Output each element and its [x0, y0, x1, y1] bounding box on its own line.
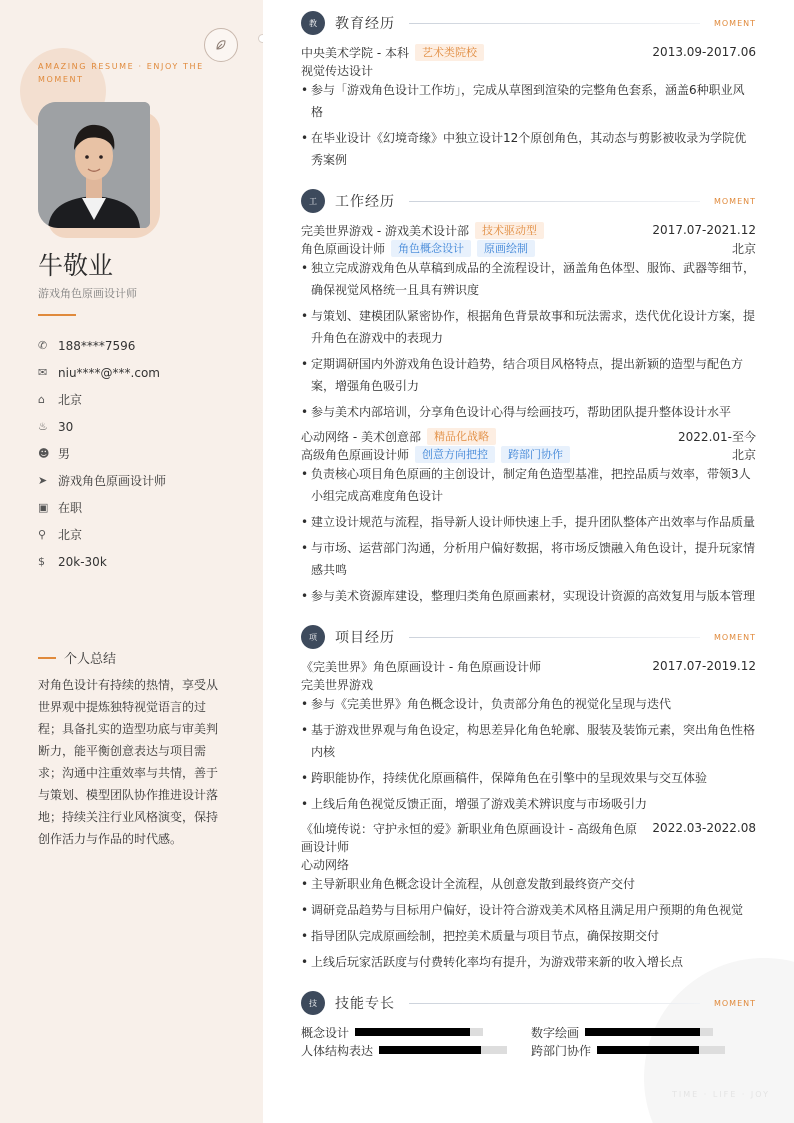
job-role-row: [301, 445, 756, 463]
skill-name: 概念设计: [301, 1025, 350, 1040]
info-status: [38, 494, 166, 521]
section-divider: [409, 637, 700, 638]
job-role-row: [301, 239, 756, 257]
location-icon: ⚲: [38, 528, 47, 541]
section-projects-header: [301, 625, 756, 649]
section-badge: 技: [301, 991, 325, 1015]
skill-bar-fill: [355, 1028, 470, 1036]
project-org: 心动网络: [301, 857, 350, 872]
section-divider: [409, 23, 700, 24]
school-name: 中央美术学院 - 本科: [301, 45, 409, 60]
job-company: 完美世界游戏 - 游戏美术设计部: [301, 223, 469, 238]
school-tag: 艺术类院校: [415, 44, 484, 61]
section-badge: 工: [301, 189, 325, 213]
education-major-row: [301, 61, 756, 79]
info-status-text: 在职: [58, 501, 83, 515]
section-skills-header: [301, 991, 756, 1015]
info-email-text: niu****@***.com: [58, 365, 160, 380]
info-residence-text: 北京: [58, 393, 83, 407]
list-item: • 调研竞品趋势与目标用户偏好，设计符合游戏美术风格且满足用户预期的角色视觉: [301, 899, 756, 921]
info-target-city-text: 北京: [58, 528, 83, 542]
send-icon: ➤: [38, 474, 48, 487]
home-icon: ⌂: [38, 393, 45, 406]
section-title: 工作经历: [335, 194, 395, 210]
info-age-text: 30: [58, 419, 74, 434]
job-role: 高级角色原画设计师: [301, 447, 410, 462]
candidate-name: 牛敬业: [38, 251, 114, 280]
list-item: • 与策划、建模团队紧密协作，根据角色背景故事和玩法需求，迭代优化设计方案，提升角色在游戏中的表现力: [301, 305, 756, 349]
skill-bar: [355, 1028, 483, 1036]
info-gender: [38, 440, 166, 467]
list-item: • 主导新职业角色概念设计全流程，从创意发散到最终资产交付: [301, 873, 756, 895]
list-item: • 负责核心项目角色原画的主创设计，制定角色造型基准，把控品质与效率，带领3人小组完成高难度角色设计: [301, 463, 756, 507]
section-moment-label: MOMENT: [713, 632, 756, 642]
list-item: • 在毕业设计《幻境奇缘》中独立设计12个原创角色，其动态与剪影被收录为学院优秀案例: [301, 127, 756, 171]
list-item: • 参与《完美世界》角色概念设计，负责部分角色的视觉化呈现与迭代: [301, 693, 756, 715]
section-badge: 项: [301, 625, 325, 649]
skill-item: [301, 1041, 507, 1059]
info-target-city: [38, 521, 166, 548]
list-item: • 参与「游戏角色设计工作坊」，完成从草图到渲染的完整角色套系，涵盖6种职业风格: [301, 79, 756, 123]
resume-tagline: AMAZING RESUME · ENJOY THE MOMENT: [38, 62, 204, 84]
section-title: 教育经历: [335, 16, 395, 32]
skill-bar: [597, 1046, 725, 1054]
footer-watermark: TIME · LIFE · JOY: [672, 1090, 771, 1099]
info-residence: [38, 386, 166, 413]
list-item: • 独立完成游戏角色从草稿到成品的全流程设计，涵盖角色体型、服饰、武器等细节，确保视觉风格统一且具有辨识度: [301, 257, 756, 301]
skill-bar: [379, 1046, 507, 1054]
section-title: 项目经历: [335, 630, 395, 646]
summary-text: 对角色设计有持续的热情，享受从世界观中提炼独特视觉语言的过程；具备扎实的造型功底与审美判断力，能平衡创意表达与项目需求；沟通中注重效率与共情，善于与策划、模型团队协作推进设计落地；持续关注行业风格演变，保持创作活力与作品的时代感。: [38, 678, 219, 846]
job-city: 北京: [731, 447, 756, 462]
list-item: • 上线后玩家活跃度与付费转化率均有提升，为游戏带来新的收入增长点: [301, 951, 756, 973]
project-date: 2017.07-2019.12: [652, 659, 756, 673]
leaf-icon: [204, 28, 238, 62]
job-date: 2017.07-2021.12: [652, 223, 756, 237]
job-date: 2022.01-至今: [678, 429, 756, 444]
face-icon: ☻: [38, 447, 50, 460]
info-email: [38, 359, 166, 386]
phone-icon: ✆: [38, 339, 48, 352]
list-item: • 与市场、运营部门沟通，分析用户偏好数据，将市场反馈融入角色设计，提升玩家情感共鸣: [301, 537, 756, 581]
section-moment-label: MOMENT: [713, 196, 756, 206]
list-item: • 跨职能协作，持续优化原画稿件，保障角色在引擎中的呈现效果与交互体验: [301, 767, 756, 789]
info-phone: [38, 332, 166, 359]
summary-title: 个人总结: [64, 652, 117, 667]
info-salary-text: 20k-30k: [58, 554, 107, 569]
skill-item: [531, 1023, 713, 1041]
project-name: 《仙境传说：守护永恒的爱》新职业角色原画设计 - 高级角色原: [301, 821, 637, 836]
section-moment-label: MOMENT: [713, 998, 756, 1008]
company-tag: 技术驱动型: [475, 222, 544, 239]
decorative-dot: [258, 34, 263, 43]
section-education-header: [301, 11, 756, 35]
skill-tag: 跨部门协作: [501, 446, 570, 463]
skill-tag: 原画绘制: [477, 240, 535, 257]
cake-icon: ♨: [38, 420, 48, 433]
info-phone-text: 188****7596: [58, 338, 136, 353]
job-header-row: [301, 221, 756, 239]
section-title: 技能专长: [335, 996, 395, 1012]
project-name-continued-row: [301, 837, 756, 855]
briefcase-icon: ▣: [38, 501, 49, 514]
skill-tag: 创意方向把控: [415, 446, 495, 463]
job-company: 心动网络 - 美术创意部: [301, 429, 421, 444]
job-role: 角色原画设计师: [301, 241, 386, 256]
info-target-job-text: 游戏角色原画设计师: [58, 474, 167, 488]
section-divider: [409, 201, 700, 202]
job-city: 北京: [731, 241, 756, 256]
project-org-row: [301, 675, 756, 693]
education-date: 2013.09-2017.06: [652, 45, 756, 59]
sidebar: [0, 0, 263, 1123]
list-item: • 定期调研国内外游戏角色设计趋势，结合项目风格特点，提出新颖的造型与配色方案，增强角色吸引力: [301, 353, 756, 397]
info-gender-text: 男: [58, 447, 71, 461]
project-name: 《完美世界》角色原画设计 - 角色原画设计师: [301, 659, 541, 674]
skill-tag: 角色概念设计: [391, 240, 471, 257]
money-icon: $: [38, 555, 45, 568]
section-badge: 教: [301, 11, 325, 35]
skill-name: 跨部门协作: [531, 1043, 592, 1058]
project-header-row: [301, 657, 756, 675]
skill-name: 数字绘画: [531, 1025, 580, 1040]
job-header-row: [301, 427, 756, 445]
list-item: • 指导团队完成原画绘制，把控美术质量与项目节点，确保按期交付: [301, 925, 756, 947]
info-salary: [38, 548, 166, 575]
project-header-row: [301, 819, 756, 837]
mail-icon: ✉: [38, 366, 48, 379]
skill-bar-fill: [379, 1046, 481, 1054]
candidate-title: 游戏角色原画设计师: [38, 287, 137, 300]
skill-bar: [585, 1028, 713, 1036]
summary-heading: [38, 648, 116, 667]
list-item: • 建立设计规范与流程，指导新人设计师快速上手，提升团队整体产出效率与作品质量: [301, 511, 756, 533]
section-divider: [409, 1003, 700, 1004]
skill-name: 人体结构表达: [301, 1043, 374, 1058]
education-row: [301, 43, 756, 61]
list-item: • 参与美术资源库建设，整理归类角色原画素材，实现设计资源的高效复用与版本管理: [301, 585, 756, 607]
contact-info-list: [38, 332, 166, 575]
info-age: [38, 413, 166, 440]
list-item: • 基于游戏世界观与角色设定，构思差异化角色轮廓、服装及装饰元素，突出角色性格内核: [301, 719, 756, 763]
section-work-header: [301, 189, 756, 213]
project-name-continued: 画设计师: [301, 839, 350, 854]
education-major: 视觉传达设计: [301, 63, 374, 78]
skill-bar-fill: [585, 1028, 700, 1036]
project-org: 完美世界游戏: [301, 677, 374, 692]
summary-accent-bar: [38, 657, 56, 659]
skill-item: [531, 1041, 725, 1059]
skill-bar-fill: [597, 1046, 699, 1054]
accent-divider: [38, 314, 76, 316]
company-tag: 精品化战略: [427, 428, 496, 445]
section-moment-label: MOMENT: [713, 18, 756, 28]
skill-item: [301, 1023, 483, 1041]
project-org-row: [301, 855, 756, 873]
list-item: • 上线后角色视觉反馈正面，增强了游戏美术辨识度与市场吸引力: [301, 793, 756, 815]
avatar: [38, 102, 150, 228]
list-item: • 参与美术内部培训，分享角色设计心得与绘画技巧，帮助团队提升整体设计水平: [301, 401, 756, 423]
project-date: 2022.03-2022.08: [652, 821, 756, 835]
info-target-job: [38, 467, 166, 494]
